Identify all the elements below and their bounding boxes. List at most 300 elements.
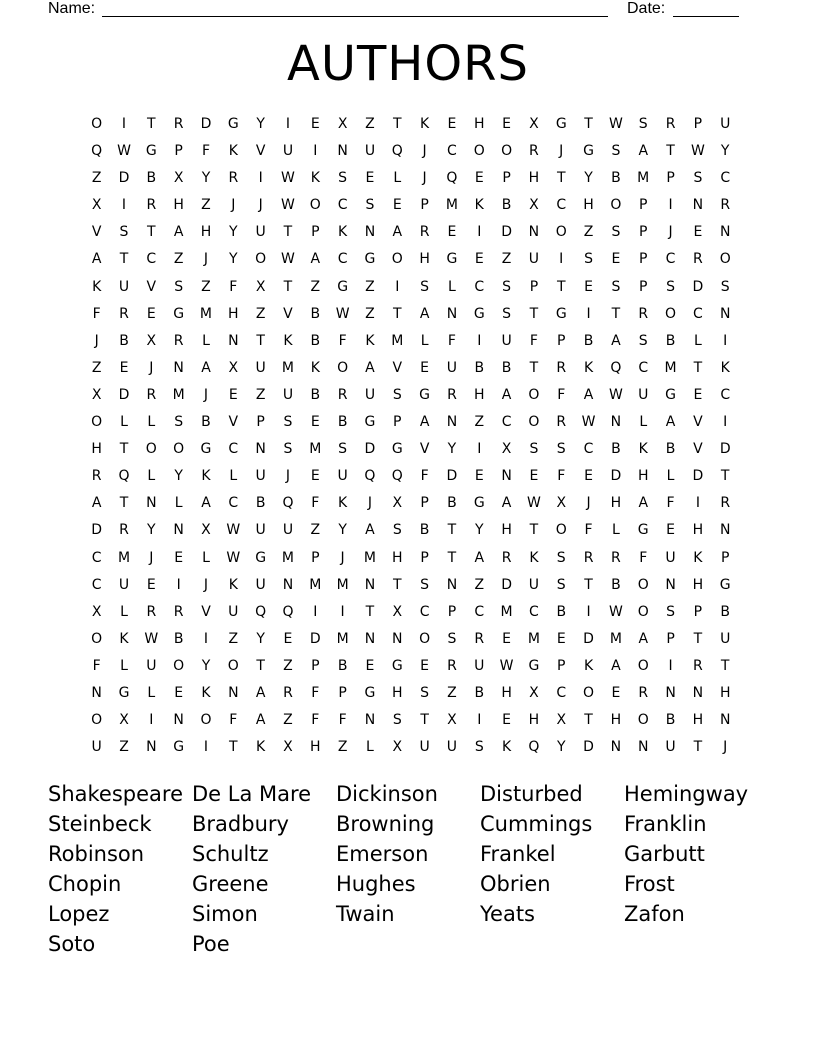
grid-letter: L (229, 468, 238, 485)
grid-letter: Z (583, 224, 594, 241)
grid-letter: R (638, 305, 649, 322)
grid-letter: M (309, 441, 322, 458)
grid-letter: R (173, 603, 184, 620)
grid-letter: B (501, 197, 512, 214)
grid-letter: N (146, 739, 157, 756)
grid-letter: W (526, 495, 541, 512)
grid-letter: J (231, 197, 236, 214)
grid-letter: S (283, 414, 293, 431)
grid-letter: U (255, 359, 266, 376)
grid-row (83, 301, 739, 328)
grid-letter: S (474, 739, 484, 756)
grid-letter: S (283, 441, 293, 458)
grid-letter: S (420, 576, 430, 593)
grid-letter: N (173, 522, 184, 539)
grid-letter: E (174, 684, 184, 701)
grid-letter: T (720, 468, 730, 485)
grid-letter: M (391, 332, 404, 349)
grid-letter: F (229, 278, 238, 295)
grid-letter: G (637, 522, 649, 539)
grid-letter: I (477, 441, 482, 458)
grid-letter: U (255, 522, 266, 539)
word-list-item: Garbutt (624, 842, 705, 866)
grid-letter: P (420, 549, 429, 566)
grid-letter: V (228, 414, 239, 431)
grid-letter: O (337, 359, 349, 376)
grid-letter: O (419, 630, 431, 647)
grid-letter: H (610, 712, 622, 729)
grid-row (83, 409, 739, 436)
grid-letter: C (556, 197, 567, 214)
grid-letter: T (584, 712, 593, 729)
grid-letter: O (637, 657, 649, 674)
grid-letter: G (473, 305, 485, 322)
word-list-item: Obrien (480, 872, 551, 896)
grid-letter: B (611, 441, 621, 458)
grid-letter: Q (255, 603, 267, 620)
grid-letter: V (392, 359, 403, 376)
grid-letter: V (419, 441, 430, 458)
grid-letter: O (501, 143, 513, 160)
grid-letter: C (146, 251, 157, 268)
grid-letter: I (668, 657, 673, 674)
grid-letter: J (203, 251, 209, 268)
grid-letter: K (501, 739, 512, 756)
grid-letter: S (338, 441, 348, 458)
grid-letter: G (118, 684, 130, 701)
grid-letter: R (583, 549, 594, 566)
grid-row (83, 328, 739, 355)
grid-letter: K (228, 576, 238, 593)
grid-letter: J (723, 739, 728, 756)
grid-letter: G (583, 143, 594, 160)
grid-letter: L (174, 495, 183, 512)
grid-letter: S (638, 116, 648, 132)
grid-letter: S (365, 197, 375, 214)
grid-letter: Y (201, 657, 211, 674)
grid-letter: Y (256, 116, 265, 132)
letter-grid (83, 111, 739, 761)
grid-letter: L (147, 468, 156, 485)
grid-letter: R (720, 197, 731, 214)
grid-letter: P (311, 549, 320, 566)
grid-letter: D (446, 468, 458, 485)
grid-letter: Q (91, 143, 103, 160)
grid-letter: X (392, 603, 403, 620)
grid-letter: R (720, 495, 731, 512)
grid-letter: F (311, 495, 320, 512)
grid-letter: N (337, 143, 348, 160)
grid-letter: T (119, 441, 129, 458)
grid-letter: F (92, 657, 101, 674)
grid-letter: U (474, 657, 485, 674)
grid-letter: E (365, 170, 375, 187)
grid-letter: X (392, 495, 403, 512)
word-list-item: Browning (336, 812, 435, 836)
grid-letter: D (91, 522, 103, 539)
grid-letter: D (501, 224, 512, 241)
word-list-item: Steinbeck (48, 812, 152, 836)
grid-letter: B (720, 603, 731, 620)
grid-letter: Z (91, 359, 102, 376)
grid-letter: S (420, 684, 430, 701)
grid-letter: A (501, 495, 512, 512)
grid-letter: S (720, 278, 730, 295)
grid-letter: N (255, 441, 266, 458)
grid-letter: B (556, 603, 567, 620)
grid-letter: N (364, 630, 376, 647)
grid-letter: G (145, 143, 157, 160)
grid-row (83, 192, 739, 219)
grid-letter: S (392, 712, 402, 729)
grid-letter: U (501, 332, 512, 349)
grid-letter: L (666, 468, 675, 485)
grid-letter: G (200, 441, 212, 458)
grid-letter: C (692, 305, 703, 322)
grid-letter: U (282, 386, 294, 403)
grid-letter: R (146, 603, 157, 620)
grid-letter: Z (201, 197, 211, 214)
grid-letter: J (258, 197, 263, 214)
word-list-item: Hughes (336, 872, 416, 896)
grid-letter: M (117, 549, 131, 566)
grid-letter: E (502, 630, 512, 647)
grid-letter: I (723, 414, 728, 431)
grid-letter: E (474, 251, 484, 268)
grid-letter: N (392, 630, 403, 647)
grid-letter: F (338, 332, 347, 349)
grid-letter: D (309, 630, 321, 647)
grid-letter: R (119, 522, 129, 539)
grid-letter: W (499, 657, 514, 674)
grid-letter: C (474, 278, 485, 295)
grid-letter: W (226, 549, 241, 566)
grid-letter: W (581, 414, 596, 431)
grid-letter: Z (255, 386, 266, 403)
grid-letter: W (608, 603, 623, 620)
grid-letter: P (529, 278, 539, 295)
grid-letter: S (392, 386, 402, 403)
grid-letter: H (173, 197, 184, 214)
grid-letter: L (420, 332, 429, 349)
grid-letter: R (693, 251, 703, 268)
grid-letter: N (692, 684, 704, 701)
grid-letter: F (201, 143, 210, 160)
grid-letter: I (395, 278, 400, 295)
grid-letter: C (720, 386, 731, 403)
grid-letter: K (720, 359, 730, 376)
grid-letter: Z (310, 522, 321, 539)
grid-letter: O (91, 414, 103, 431)
grid-letter: U (446, 359, 458, 376)
grid-letter: L (120, 414, 128, 431)
grid-row (83, 382, 739, 409)
grid-letter: I (149, 712, 154, 729)
grid-letter: P (420, 495, 429, 512)
grid-letter: B (255, 495, 266, 512)
word-list-item: Zafon (624, 902, 685, 926)
grid-letter: U (665, 549, 676, 566)
grid-letter: A (201, 495, 211, 512)
grid-letter: T (720, 657, 730, 674)
grid-letter: O (200, 712, 212, 729)
grid-letter: T (447, 549, 457, 566)
grid-letter: D (501, 576, 512, 593)
grid-letter: A (201, 359, 211, 376)
grid-letter: M (500, 603, 513, 620)
grid-letter: N (446, 305, 458, 322)
grid-letter: F (311, 712, 320, 729)
grid-letter: H (583, 197, 594, 214)
grid-letter: X (283, 739, 293, 756)
grid-letter: J (586, 495, 591, 512)
grid-letter: R (337, 386, 348, 403)
grid-letter: J (203, 576, 209, 593)
grid-letter: C (529, 603, 539, 620)
word-list-item: Frankel (480, 842, 556, 866)
grid-letter: K (365, 332, 375, 349)
grid-letter: X (255, 278, 266, 295)
grid-letter: R (173, 332, 184, 349)
grid-letter: E (611, 251, 621, 268)
grid-letter: Z (501, 251, 512, 268)
grid-letter: T (529, 522, 539, 539)
grid-letter: E (474, 170, 484, 187)
grid-letter: S (529, 441, 539, 458)
grid-letter: R (693, 657, 703, 674)
grid-letter: S (447, 630, 457, 647)
grid-letter: O (473, 143, 485, 160)
word-list-item: Schultz (192, 842, 269, 866)
grid-letter: A (392, 224, 403, 241)
grid-letter: S (556, 441, 566, 458)
grid-letter: I (668, 197, 673, 214)
grid-letter: N (665, 684, 676, 701)
grid-letter: I (121, 197, 127, 214)
grid-row (83, 517, 739, 544)
word-list-item: Yeats (480, 902, 536, 926)
grid-letter: E (666, 522, 675, 539)
grid-letter: X (529, 684, 539, 701)
grid-letter: B (310, 332, 321, 349)
grid-letter: P (693, 603, 703, 620)
grid-letter: P (693, 116, 703, 132)
grid-letter: I (586, 305, 591, 322)
grid-letter: E (447, 224, 457, 241)
grid-letter: U (228, 603, 239, 620)
grid-letter: A (638, 495, 649, 512)
grid-letter: E (283, 630, 293, 647)
grid-letter: O (637, 712, 649, 729)
grid-letter: P (502, 170, 511, 187)
grid-row (83, 599, 739, 626)
grid-letter: O (637, 576, 649, 593)
grid-letter: I (477, 712, 482, 729)
grid-letter: U (364, 386, 376, 403)
word-list-item: Franklin (624, 812, 707, 836)
grid-letter: Q (364, 468, 376, 485)
grid-letter: M (445, 197, 458, 214)
grid-letter: X (556, 495, 567, 512)
grid-letter: N (719, 224, 731, 241)
grid-letter: B (583, 332, 594, 349)
grid-letter: T (392, 305, 402, 322)
date-label: Date: (627, 0, 666, 17)
grid-letter: G (391, 441, 403, 458)
grid-letter: N (719, 305, 731, 322)
grid-letter: W (281, 251, 295, 268)
grid-letter: G (555, 305, 567, 322)
grid-letter: O (227, 657, 239, 674)
grid-letter: I (477, 332, 482, 349)
grid-letter: S (611, 278, 621, 295)
grid-letter: C (228, 441, 239, 458)
grid-letter: Y (147, 522, 156, 539)
grid-letter: A (419, 414, 430, 431)
grid-letter: I (176, 576, 181, 593)
grid-letter: K (228, 143, 238, 160)
grid-letter: T (556, 278, 566, 295)
grid-letter: C (91, 576, 102, 593)
grid-letter: N (228, 332, 239, 349)
grid-letter: D (364, 441, 376, 458)
grid-letter: T (283, 278, 293, 295)
grid-letter: G (719, 576, 731, 593)
grid-letter: R (146, 386, 157, 403)
grid-letter: E (693, 386, 703, 403)
grid-letter: U (118, 278, 130, 295)
grid-letter: O (255, 251, 267, 268)
grid-letter: D (200, 116, 212, 132)
grid-letter: B (337, 414, 348, 431)
grid-letter: J (367, 495, 373, 512)
grid-letter: M (336, 576, 349, 593)
grid-letter: B (201, 414, 211, 431)
grid-letter: P (338, 684, 347, 701)
grid-letter: Z (365, 278, 375, 295)
grid-letter: Y (447, 441, 457, 458)
grid-letter: A (365, 522, 375, 539)
grid-letter: S (392, 522, 402, 539)
grid-letter: B (310, 386, 321, 403)
grid-letter: T (256, 657, 265, 674)
grid-letter: N (173, 359, 184, 376)
grid-letter: R (91, 468, 102, 485)
grid-letter: P (639, 224, 648, 241)
grid-letter: H (692, 712, 704, 729)
grid-letter: P (666, 630, 675, 647)
grid-letter: C (337, 251, 348, 268)
word-list-item: Twain (336, 902, 395, 926)
grid-letter: E (310, 116, 320, 132)
grid-letter: N (146, 495, 157, 512)
grid-letter: Y (201, 170, 211, 187)
grid-letter: T (392, 576, 402, 593)
grid-letter: N (719, 522, 731, 539)
grid-letter: S (556, 549, 566, 566)
grid-letter: T (529, 305, 539, 322)
grid-letter: B (665, 332, 676, 349)
grid-letter: O (719, 251, 731, 268)
grid-letter: V (283, 305, 293, 322)
grid-letter: U (720, 630, 731, 647)
grid-letter: Y (256, 630, 265, 647)
grid-letter: F (311, 684, 320, 701)
grid-letter: M (199, 305, 213, 322)
grid-letter: I (723, 332, 728, 349)
grid-letter: S (174, 414, 184, 431)
date-blank-line (673, 16, 739, 17)
grid-letter: M (637, 170, 650, 187)
grid-letter: T (693, 359, 703, 376)
grid-letter: W (335, 305, 350, 322)
grid-letter: Z (91, 170, 102, 187)
grid-letter: Y (474, 522, 484, 539)
grid-letter: U (419, 739, 430, 756)
grid-letter: E (146, 576, 156, 593)
grid-letter: R (447, 386, 457, 403)
grid-letter: P (557, 332, 566, 349)
grid-letter: N (364, 224, 376, 241)
grid-letter: I (203, 739, 209, 756)
grid-letter: K (338, 224, 348, 241)
grid-letter: C (419, 603, 430, 620)
grid-letter: A (91, 251, 102, 268)
grid-letter: I (258, 170, 263, 187)
grid-letter: E (365, 657, 375, 674)
word-list-item: Shakespeare (48, 782, 183, 806)
grid-letter: O (309, 197, 321, 214)
grid-letter: O (555, 224, 567, 241)
grid-letter: K (338, 495, 348, 512)
grid-letter: G (227, 116, 239, 132)
grid-letter: X (447, 712, 457, 729)
grid-letter: B (501, 359, 512, 376)
grid-letter: E (420, 657, 430, 674)
grid-letter: L (639, 414, 648, 431)
grid-letter: L (448, 278, 456, 295)
grid-letter: N (173, 712, 184, 729)
grid-letter: O (528, 386, 540, 403)
grid-letter: H (200, 224, 212, 241)
grid-letter: A (611, 657, 621, 674)
grid-letter: D (692, 278, 704, 295)
grid-letter: K (119, 630, 129, 647)
grid-letter: J (668, 224, 673, 241)
grid-letter: G (528, 657, 540, 674)
grid-row (83, 545, 739, 572)
grid-letter: V (693, 441, 703, 458)
word-list-item: Robinson (48, 842, 145, 866)
grid-letter: T (447, 522, 457, 539)
grid-letter: G (364, 684, 376, 701)
grid-letter: H (473, 116, 485, 132)
grid-letter: C (556, 684, 567, 701)
grid-letter: W (608, 116, 623, 132)
grid-letter: D (610, 468, 622, 485)
grid-letter: A (173, 224, 184, 241)
grid-letter: N (610, 414, 622, 431)
grid-letter: C (228, 495, 239, 512)
grid-letter: J (559, 143, 564, 160)
grid-letter: A (419, 305, 430, 322)
grid-letter: K (201, 684, 211, 701)
grid-letter: Q (446, 170, 458, 187)
grid-letter: E (392, 197, 402, 214)
grid-letter: F (420, 468, 429, 485)
grid-letter: F (639, 549, 648, 566)
grid-letter: L (147, 684, 156, 701)
